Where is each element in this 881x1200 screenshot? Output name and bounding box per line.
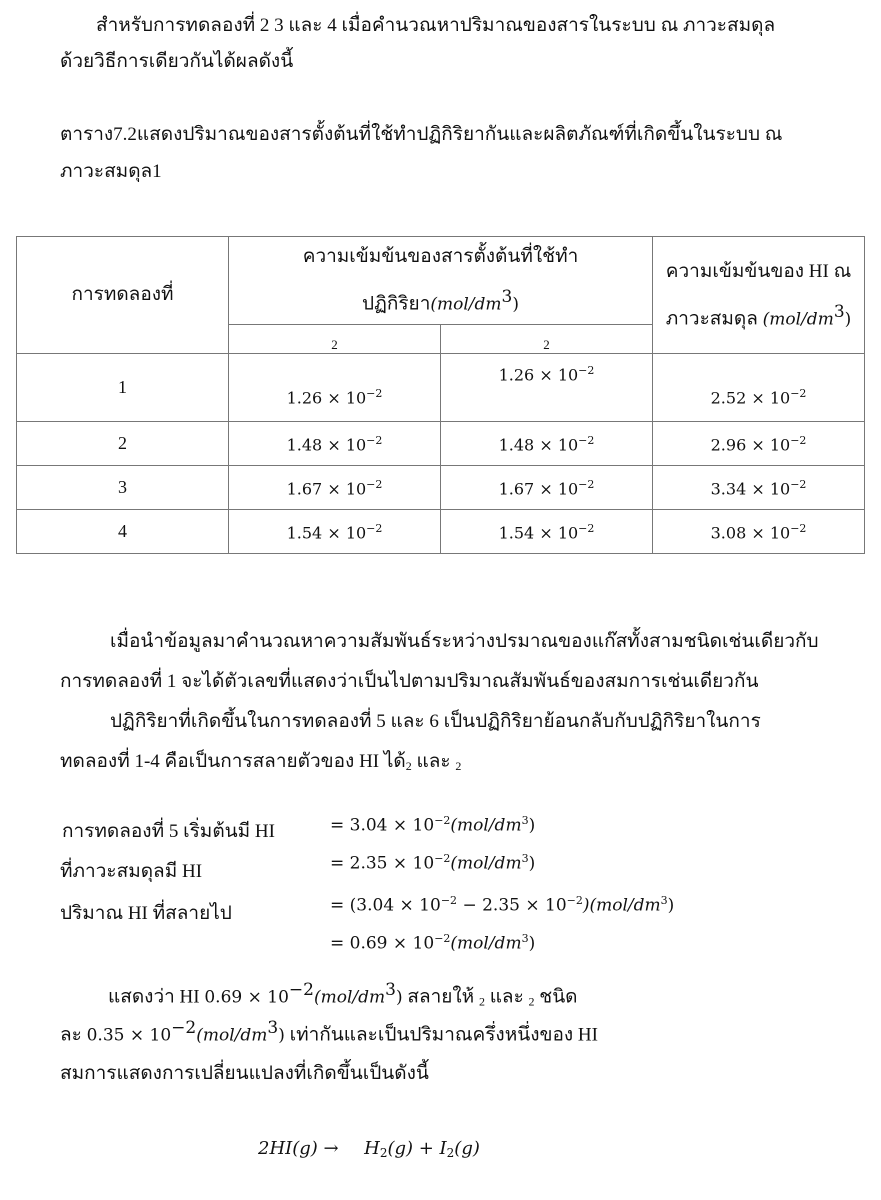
table-caption-line2: ภาวะสมดุล1 (60, 161, 162, 182)
cell-hi: $2.52 \times 10^{-2}$ (653, 354, 865, 422)
para3-line1: แสดงว่า HI $0.69 \times 10^{-2}(mol/dm^3)$ สลายให้ $_2$ และ $_2$ ชนิด (108, 980, 578, 1009)
calc-eq-result: = $0.69 \times 10^{-2}(mol/dm^3)$ (330, 932, 536, 954)
subheader-i2: 2 (441, 325, 653, 354)
table-row: 2 $1.48 \times 10^{-2}$ $1.48 \times 10^{-2}$ $2.96 \times 10^{-2}$ (17, 422, 865, 466)
cell-h2: $1.67 \times 10^{-2}$ (229, 466, 441, 510)
equilibrium-table (16, 236, 865, 554)
calc-eq-equilibrium: = $2.35 \times 10^{-2}(mol/dm^3)$ (330, 852, 536, 874)
cell-i2: $1.54 \times 10^{-2}$ (441, 510, 653, 554)
table-row: 4 $1.54 \times 10^{-2}$ $1.54 \times 10^{-2}$ $3.08 \times 10^{-2}$ (17, 510, 865, 554)
subheader-h2: 2 (229, 325, 441, 354)
calc-label-decomposed: ปริมาณ HI ที่สลายไป (60, 903, 232, 924)
para1-line1: สำหรับการทดลองที่ 2 3 และ 4 เมื่อคำนวณหาปริมาณของสารในระบบ ณ ภาวะสมดุล (96, 15, 776, 36)
table-row: 1 $1.26 \times 10^{-2}$ $1.26 \times 10^{-2}$ $2.52 \times 10^{-2}$ (17, 354, 865, 422)
reaction-equation: $2HI(g) \to H_2(g) + I_2(g)$ (258, 1138, 480, 1160)
header-experiment: การทดลองที่ (17, 237, 229, 354)
cell-i2: $1.67 \times 10^{-2}$ (441, 466, 653, 510)
para1-line2: ด้วยวิธีการเดียวกันได้ผลดังนี้ (60, 51, 294, 72)
cell-hi: $3.34 \times 10^{-2}$ (653, 466, 865, 510)
cell-i2: $1.48 \times 10^{-2}$ (441, 422, 653, 466)
calc-label-equilibrium: ที่ภาวะสมดุลมี HI (60, 861, 203, 882)
header-hi-equilibrium: ความเข้มข้นของ HI ณ ภาวะสมดุล $(mol/dm^3)$ (653, 237, 865, 354)
calc-eq-initial: = $3.04 \times 10^{-2}(mol/dm^3)$ (330, 814, 536, 836)
table-caption-line1: ตาราง7.2แสดงปริมาณของสารตั้งต้นที่ใช้ทำปฏิกิริยากันและผลิตภัณฑ์ที่เกิดขึ้นในระบบ ณ (60, 124, 783, 145)
para2-line4: ทดลองที่ 1-4 คือเป็นการสลายตัวของ HI ได้$_2$ และ $_2$ (60, 751, 462, 773)
calc-eq-decomposed: = $(3.04 \times 10^{-2} - 2.35 \times 10^{-2})(mol/dm^3)$ (330, 894, 675, 916)
para2-line2: การทดลองที่ 1 จะได้ตัวเลขที่แสดงว่าเป็นไปตามปริมาณสัมพันธ์ของสมการเช่นเดียวกัน (60, 671, 759, 692)
para2-line1: เมื่อนำข้อมูลมาคำนวณหาความสัมพันธ์ระหว่างปรมาณของแก๊สทั้งสามชนิดเช่นเดียวกับ (110, 631, 819, 652)
cell-h2: $1.26 \times 10^{-2}$ (229, 354, 441, 422)
cell-h2: $1.48 \times 10^{-2}$ (229, 422, 441, 466)
para3-line2: ละ $0.35 \times 10^{-2}(mol/dm^3)$ เท่ากันและเป็นปริมาณครึ่งหนึ่งของ HI (60, 1018, 598, 1046)
cell-hi: $2.96 \times 10^{-2}$ (653, 422, 865, 466)
para2-line3: ปฏิกิริยาที่เกิดขึ้นในการทดลองที่ 5 และ 6 เป็นปฏิกิริยาย้อนกลับกับปฏิกิริยาในการ (110, 711, 761, 732)
cell-hi: $3.08 \times 10^{-2}$ (653, 510, 865, 554)
cell-h2: $1.54 \times 10^{-2}$ (229, 510, 441, 554)
header-initial-concentration: ความเข้มข้นของสารตั้งต้นที่ใช้ทำ ปฏิกิริยา$(mol/dm^3)$ (229, 237, 653, 325)
table-row: 3 $1.67 \times 10^{-2}$ $1.67 \times 10^{-2}$ $3.34 \times 10^{-2}$ (17, 466, 865, 510)
para3-line3: สมการแสดงการเปลี่ยนแปลงที่เกิดขึ้นเป็นดังนี้ (60, 1063, 429, 1084)
cell-i2: $1.26 \times 10^{-2}$ (441, 354, 653, 422)
calc-label-initial: การทดลองที่ 5 เริ่มต้นมี HI (62, 821, 275, 842)
